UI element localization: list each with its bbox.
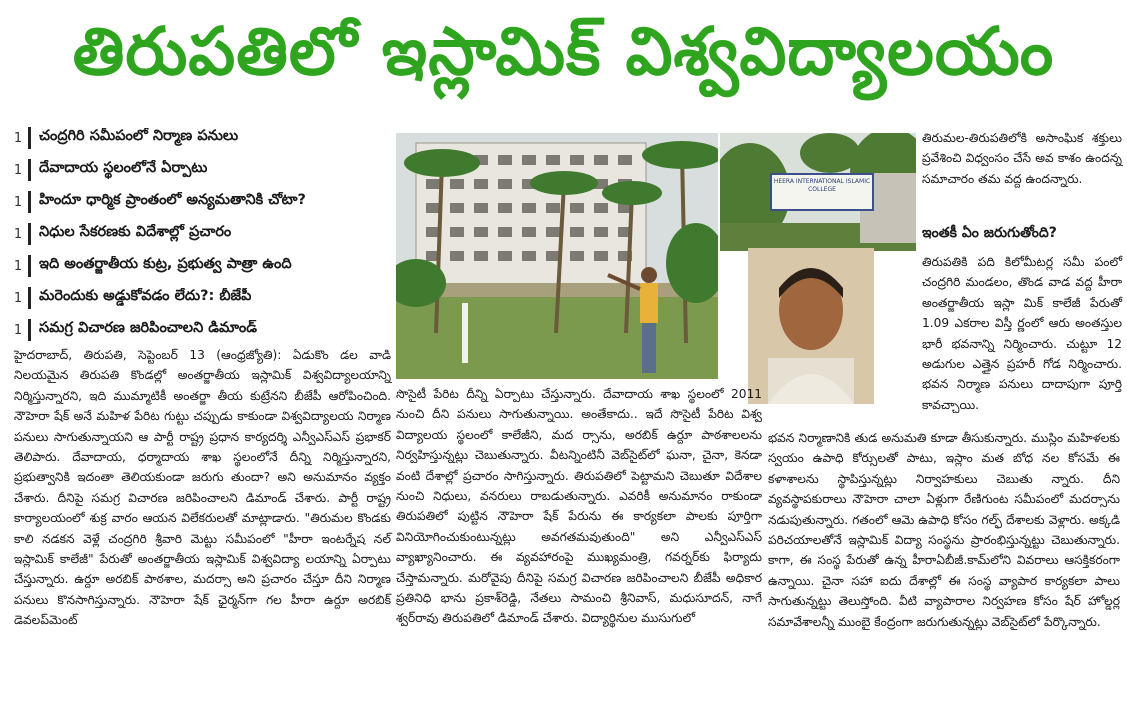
bullet-item (8, 154, 388, 186)
bullet-bar (28, 159, 31, 181)
bullet-number: 1 (13, 322, 23, 338)
article-text: హైదరాబాద్, తిరుపతి, సెప్టెంబర్ 13 (ఆంధ్రజ్యోతి): ఏడుకొం డల వాడి నిలయమైన తిరుపతి కొండల్లో అంతర్జాతీయ ఇస్లామిక్ విశ్వవిద్యాలయాన్ని నిర్మిస్తున్నారని, ఇది ముమ్మాటికీ అంతర్జా తీయ కుట్రేనని బీజేపీ ఆరోపించింది. నౌహెరా షేక్ అనే మహిళ పేరిట గుట్టు చప్పుడు కాకుండా విశ్వవిద్యాలయ నిర్మాణ పనులు సాగుతున్నాయని ఆ పార్టీ రాష్ట్ర ప్రధాన కార్యదర్శి ఎన్వీఎస్ఎస్ ప్రభాకర్ తెలిపారు. దేవాదాయ, ధర్మాదాయ శాఖ స్థలంలోనే దీన్ని నిర్మిస్తున్నారని, ప్రభుత్వానికి ఇదంతా తెలియకుండా జరుగు తుందా? అని అనుమానం వ్యక్తం చేశారు. దీనిపై సమగ్ర విచారణ జరిపించాలని డిమాండ్ చేశారు. పార్టీ రాష్ట్ర కార్యాలయంలో శుక్ర వారం ఆయన విలేకరులతో మాట్లాడారు. "తిరుమల కొండకు కాలి నడకన వెళ్లే చంద్రగిరి శ్రీవారి మెట్టు సమీపంలో "హీరా ఇంటర్నేష నల్ ఇస్లామిక్ కాలేజీ" పేరుతో అంతర్జాతీయ ఇస్లామిక్ విశ్వవిద్యా లయాన్ని ఏర్పాటు చేస్తున్నారు. ఉర్దూ అరబిక్ పాఠశాల, మదర్సా అని ప్రచారం చేస్తూ దీని నిర్మాణ పనులు కొనసాగిస్తున్నారు. నౌహెరా షేక్ ఛైర్మన్‌గా గల హీరా ఉర్దూ అరబిక్ డెవలప్‌మెంట్ (14, 348, 391, 628)
bullet-bar (28, 319, 31, 341)
bullet-bar (28, 127, 31, 149)
bullet-item (8, 122, 388, 154)
headline: తిరుపతిలో ఇస్లామిక్ విశ్వవిద్యాలయం (72, 12, 1055, 90)
building-photo-art (396, 133, 718, 379)
portrait-photo (748, 248, 874, 404)
bullet-text: సమగ్ర విచారణ జరిపించాలని డిమాండ్ (39, 320, 257, 336)
bullet-number: 1 (13, 258, 23, 274)
bullet-item (8, 250, 388, 282)
article-column-3-middle (922, 252, 1122, 415)
bullet-text: దేవాదాయ స్థలంలోనే ఏర్పాటు (39, 160, 208, 176)
bullet-text: మరెందుకు అడ్డుకోవడం లేదు?: బీజేపీ (39, 288, 252, 304)
bullet-item (8, 218, 388, 250)
article-column-3 (768, 428, 1120, 632)
bullet-bar (28, 223, 31, 245)
article-column-2 (396, 384, 762, 629)
bullet-list (8, 122, 388, 346)
bullet-bar (28, 255, 31, 277)
bullet-bar (28, 287, 31, 309)
college-sign-photo (720, 133, 916, 251)
bullet-text: చంద్రగిరి సమీపంలో నిర్మాణ పనులు (39, 128, 239, 144)
bullet-number: 1 (13, 130, 23, 146)
article-text: సొసైటీ పేరిట దీన్ని ఏర్పాటు చేస్తున్నారు. దేవాదాయ శాఖ స్థలంలో 2011 నుంచి దీని పనులు సాగుతున్నాయి. అంతేకాదు.. ఇదే సొసైటీ పేరిట విశ్వ విద్యాలయ స్థలంలో కాలేజీని, మద ర్సాను, అరబిక్ ఉర్దూ పాఠశాలలను నిర్వహిస్తున్నట్లు చెబుతున్నారు. వీటన్నింటినీ వెబ్‌సైట్‌లో ఘనా, చైనా, కెనడా వంటి దేశాల్లో ప్రచారం సాగిస్తున్నారు. తిరుపతిలో పెట్టామని చెబుతూ విదేశాల నుంచి నిధులు, వనరులు రాబడుతున్నారు. ఎవరికీ అనుమానం రాకుండా తిరుపతిలో పుట్టిన నౌహెరా షేక్ పేరును ఈ కార్యకలా పాలకు పూర్తిగా వినియోగించుకుంటున్నట్లు అవగతమవుతుంది" అని ఎన్వీఎస్ఎస్ వ్యాఖ్యానించారు. ఈ వ్యవహారంపై ముఖ్యమంత్రి, గవర్నర్‌కు ఫిర్యాదు చేస్తామన్నారు. మరోవైపు దీనిపై సమగ్ర విచారణ జరిపించాలని బీజేపీ అధికార ప్రతినిధి భాను ప్రకాశ్‌రెడ్డి, నేతలు సామంచి శ్రీనివాస్, మధుసూదన్, నాగే శ్వర్‌రావు తిరుపతిలో డిమాండ్ చేశారు. విద్యార్థినుల ముసుగులో (396, 387, 762, 626)
article-text: భవన నిర్మాణానికి తుడ అనుమతి కూడా తీసుకున్నారు. ముస్లిం మహిళలకు స్వయం ఉపాధి కోర్సులతో పాటు, ఇస్లాం మత బోధ నల కోసమే ఈ కళాశాలను స్థాపిస్తున్నట్లు నిర్వాహకులు చెబుతు న్నారు. దీని వ్యవస్థాపకురాలు నౌహెరా చాలా ఏళ్లుగా రేణిగుంట సమీపంలో మదర్సాను నడుపుతున్నారు. గతంలో ఆమె ఉపాధి కోసం గల్ఫ్ దేశాలకు వెళ్లారు. అక్కడి పరిచయాలతోనే ఇస్లామిక్ విద్యా సంస్థను ప్రారంభిస్తున్నట్టు చెబుతున్నారు. కాగా, ఈ సంస్థ పేరుతో ఉన్న హీరాఏబీజీ.కామ్‌లోని వివరాలు ఆసక్తికరంగా ఉన్నాయి. చైనా సహా ఐదు దేశాల్లో ఈ సంస్థ వ్యాపార కార్యకలా పాలు సాగుతున్నట్టు తెలుస్తోంది. వీటి వ్యాపారాల నిర్వహణ కోసం షేర్ హోల్డర్ల సమావేశాలన్నీ ముంబై కేంద్రంగా జరుగుతున్నట్లు వెబ్‌సైట్‌లో పేర్కొన్నారు. (768, 431, 1120, 629)
bullet-number: 1 (13, 162, 23, 178)
bullet-bar (28, 191, 31, 213)
college-signboard: HEERA INTERNATIONAL ISLAMIC COLLEGE (770, 173, 874, 211)
bullet-text: ఇది అంతర్జాతీయ కుట్ర, ప్రభుత్వ పాత్రా ఉంది (39, 256, 292, 272)
building-photo (396, 133, 718, 379)
bullet-item (8, 314, 388, 346)
portrait-art (748, 248, 874, 404)
article-text: తిరుమల-తిరుపతిలోకి అసాంఘిక శక్తులు ప్రవేశించి విధ్వంసం చేసే అవ కాశం ఉందన్న సమాచారం తమ వద్ద ఉందన్నారు. (922, 131, 1122, 186)
article-text: తిరుపతికి పది కిలోమీటర్ల సమీ పంలో చంద్రగిరి మండలం, తొండ వాడ వద్ద హీరా అంతర్జాతీయ ఇస్లా మిక్ కాలేజీ పేరుతో 1.09 ఎకరాల విస్తీ ర్ణంలో ఆరు అంతస్తుల భారీ భవనాన్ని నిర్మించారు. చుట్టూ 12 అడుగుల ఎత్తైన ప్రహరీ గోడ నిర్మించారు. భవన నిర్మాణ పనులు దాదాపుగా పూర్తి కావచ్చాయి. (922, 255, 1122, 412)
article-column-3-top (922, 128, 1122, 189)
bullet-number: 1 (13, 194, 23, 210)
article-column-1 (14, 345, 391, 631)
bullet-text: నిధుల సేకరణకు విదేశాల్లో ప్రచారం (39, 224, 232, 240)
bullet-text: హిందూ ధార్మిక ప్రాంతంలో అన్యమతానికి చోటా? (39, 192, 306, 208)
bullet-number: 1 (13, 226, 23, 242)
bullet-item (8, 282, 388, 314)
subheading: ఇంతకీ ఏం జరుగుతోంది? (922, 225, 1057, 241)
bullet-number: 1 (13, 290, 23, 306)
bullet-item (8, 186, 388, 218)
